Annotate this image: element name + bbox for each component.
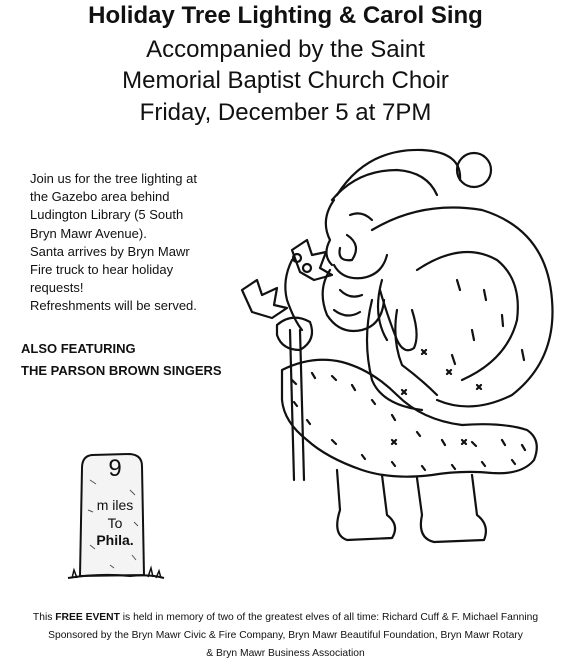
milestone-number: 9 xyxy=(108,455,122,482)
footer-sponsors-cont: & Bryn Mawr Business Association xyxy=(206,648,365,659)
footer-memorial xyxy=(0,609,571,627)
event-subtitle-line1: Accompanied by the Saint xyxy=(146,36,425,63)
milestone-miles: m iles xyxy=(96,497,134,513)
featuring-group: THE PARSON BROWN SINGERS xyxy=(21,363,222,378)
featuring-block xyxy=(21,338,222,382)
details-line: Fire truck to hear holiday xyxy=(30,262,174,278)
event-subtitle-line2: Memorial Baptist Church Choir xyxy=(122,67,449,94)
milestone-to: To xyxy=(107,515,123,531)
free-event-label: FREE EVENT xyxy=(55,612,120,623)
details-line: Refreshments will be served. xyxy=(30,298,197,314)
details-line: Bryn Mawr Avenue). xyxy=(30,225,147,241)
footer-sponsors: Sponsored by the Bryn Mawr Civic & Fire Company, Bryn Mawr Beautiful Foundation, Bryn Mawr Rotary xyxy=(48,630,523,641)
details-line: Santa arrives by Bryn Mawr xyxy=(30,243,190,259)
milestone-illustration xyxy=(60,450,170,590)
milestone-place: Phila. xyxy=(96,532,134,548)
details-line: the Gazebo area behind xyxy=(30,189,170,205)
footer xyxy=(0,609,571,663)
details-line: Join us for the tree lighting at xyxy=(30,171,197,186)
footer-memorial-text: is held in memory of two of the greatest elves of all time: Richard Cuff & F. Michael Fanning xyxy=(119,612,539,623)
event-details xyxy=(30,170,230,316)
footer-prefix: This xyxy=(32,612,56,623)
details-line: requests! xyxy=(30,280,84,296)
featuring-label: ALSO FEATURING xyxy=(21,341,136,356)
event-title: Holiday Tree Lighting & Carol Sing xyxy=(88,2,483,29)
event-date: Friday, December 5 at 7PM xyxy=(139,99,432,126)
santa-with-sack-icon xyxy=(222,140,562,590)
santa-illustration xyxy=(222,140,562,590)
details-line: Ludington Library (5 South xyxy=(30,207,184,223)
